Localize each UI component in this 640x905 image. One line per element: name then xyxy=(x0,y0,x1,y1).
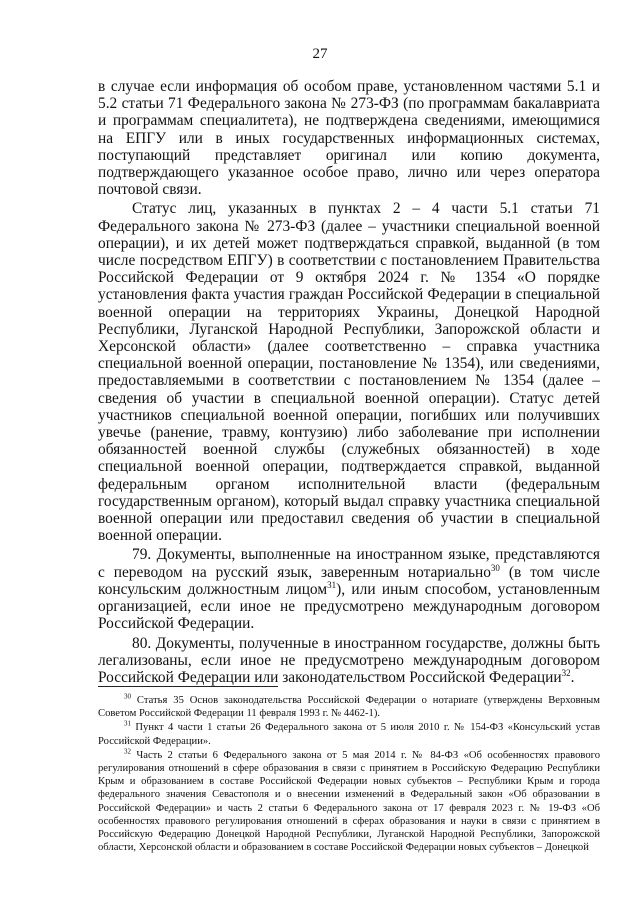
footnote-30 xyxy=(98,694,600,720)
document-body xyxy=(98,78,600,686)
footnote-30-mark: 30 xyxy=(124,692,131,701)
footnote-31-mark: 31 xyxy=(124,719,131,728)
paragraph-80-text: 80. Документы, полученные в иностранном государстве, должны быть легализованы, если иное не предусмотрено международным договором Российской Федерации или законодательством Российской Федерации xyxy=(98,634,600,686)
footnote-32-text: Часть 2 статьи 6 Федерального закона от 5 мая 2014 г. № 84-ФЗ «Об особенностях правового регулирования отношений в сфере образования в связи с принятием в Российскую Федерацию Республики Крым и образованием в составе Российской Федерации новых субъектов – Республики Крым и города федерального значения Севастополя и о внесении изменений в Федеральный закон «Об образовании в Российской Федерации» и часть 2 статьи 6 Федерального закона от 17 февраля 2023 г. № 19-ФЗ «Об особенностях правового регулирования отношений в сферах образования и науки в связи с принятием в Российскую Федерацию Донецкой Народной Республики, Луганской Народной Республики, Запорожской области, Херсонской области и образованием в составе Российской Федерации новых субъектов – Донецкой xyxy=(98,749,600,854)
footnotes xyxy=(98,694,600,855)
paragraph-svo-status: Статус лиц, указанных в пунктах 2 – 4 части 5.1 статьи 71 Федерального закона № 273-ФЗ (далее – участники специальной военной операции), и их детей может подтверждаться справкой, выданной (в том числе посредством ЕПГУ) в соответствии с постановлением Правительства Российской Федерации от 9 октября 2024 г. № 1354 «О порядке установления факта участия граждан Российской Федерации в специальной военной операции на территориях Украины, Донецкой Народной Республики, Луганской Народной Республики, Запорожской области и Херсонской области» (далее соответственно – справка участника специальной военной операции, постановление № 1354), или сведениями, предоставляемыми в соответствии с постановлением № 1354 (далее – сведения об участии в специальной военной операции). Статус детей участников специальной военной операции, погибших или получивших увечье (ранение, травму, контузию) либо заболевание при исполнении обязанностей военной службы (служебных обязанностей) в ходе специальной военной операции, подтверждается справкой, выданной федеральным органом исполнительной власти (федеральным государственным органом), который выдал справку участника специальной военной операции или предоставил сведения об участии в специальной военной операции. xyxy=(98,200,600,545)
footnote-30-text: Статья 35 Основ законодательства Российской Федерации о нотариате (утверждены Верховным Советом Российской Федерации 11 февраля 1993 г. № 4462-1). xyxy=(98,695,600,720)
footnote-32 xyxy=(98,749,600,855)
paragraph-79 xyxy=(98,546,600,632)
footnote-ref-30: 30 xyxy=(490,562,500,573)
page-number: 27 xyxy=(312,46,328,62)
footnote-31 xyxy=(98,721,600,747)
footnote-31-text: Пункт 4 части 1 статьи 26 Федерального закона от 5 июля 2010 г. № 154-ФЗ «Консульский устав Российской Федерации». xyxy=(98,722,600,747)
paragraph-79-part-3: ), или иным способом, установленным организацией, если иное не предусмотрено международным договором Российской Федерации. xyxy=(98,580,600,633)
footnote-32-mark: 32 xyxy=(124,747,131,756)
paragraph-special-right: в случае если информация об особом праве, установленном частями 5.1 и 5.2 статьи 71 Федерального закона № 273-ФЗ (по программам бакалавриата и программам специалитета), не подтверждена сведениями, имеющимися на ЕПГУ или в иных государственных информационных системах, поступающий представляет оригинал или копию документа, подтверждающего указанное особое право, лично или через оператора почтовой связи. xyxy=(98,78,600,199)
paragraph-79-part-1: 79. Документы, выполненные на иностранном языке, представляются с переводом на русский язык, заверенным нотариально xyxy=(98,546,600,581)
footnote-ref-32: 32 xyxy=(561,667,571,678)
footnote-separator xyxy=(98,686,278,687)
paragraph-80: 80. Документы, полученные в иностранном государстве, должны быть легализованы, если иное не предусмотрено международным договором Российской Федерации или законодательством Российской Федерации$^{32}$. xyxy=(98,634,600,686)
paragraph-79-part-2: (в том числе консульским должностным лицом xyxy=(98,563,600,598)
footnote-ref-31: 31 xyxy=(327,579,337,590)
